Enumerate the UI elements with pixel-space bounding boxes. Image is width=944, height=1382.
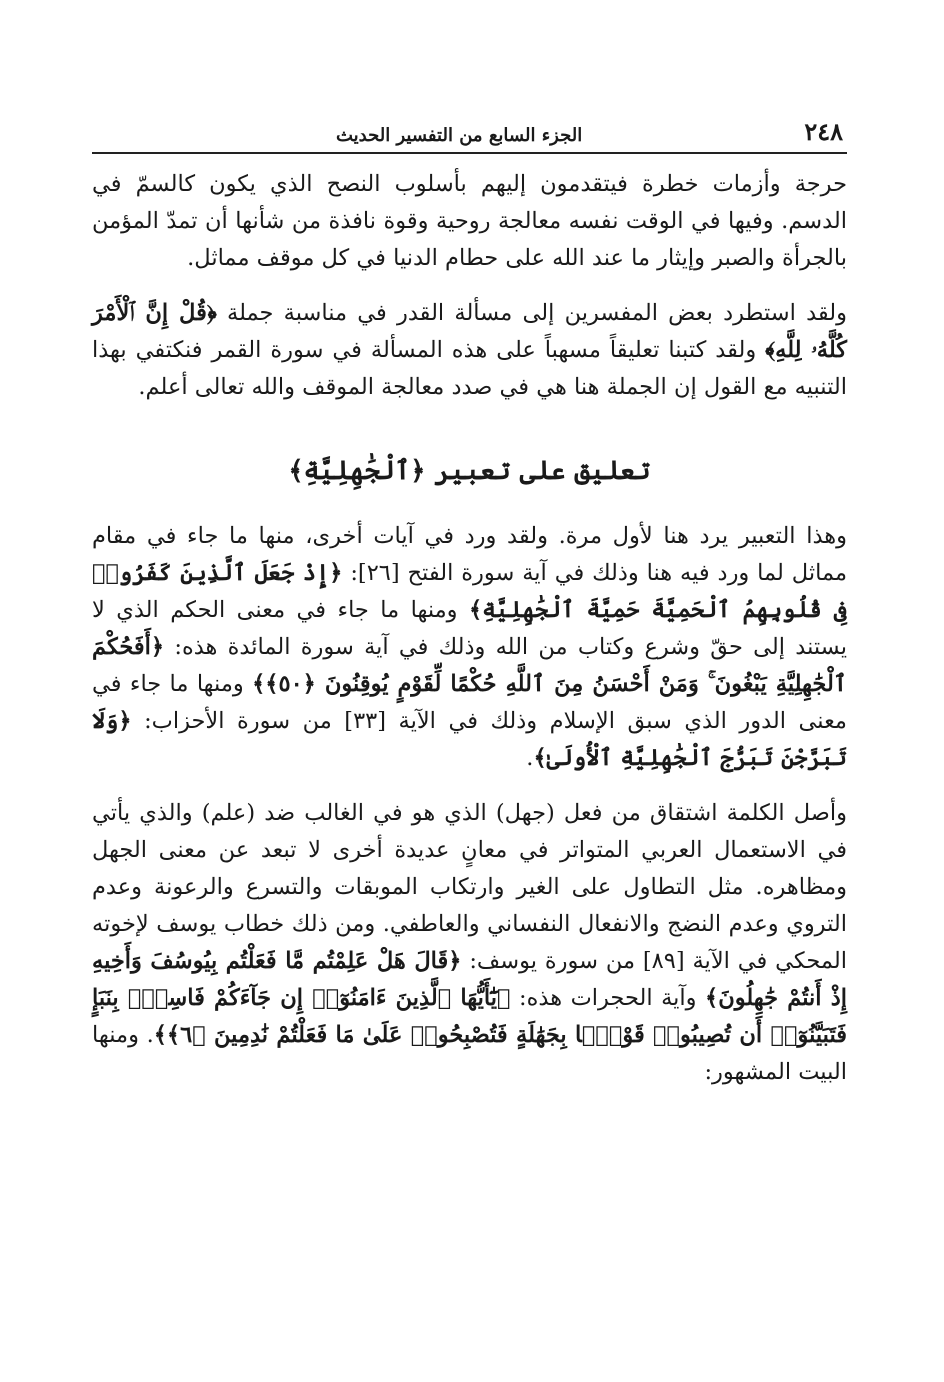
section-heading <box>92 456 847 486</box>
section-paragraph-1-text-d: . <box>526 745 534 771</box>
section-paragraph-1-text-c: ومنها ما جاء في معنى الدور الذي سبق الإسلام وذلك في الآية [٣٣] من سورة الأحزاب: <box>92 671 847 734</box>
paragraph-2 <box>92 295 847 406</box>
page-header <box>92 100 847 146</box>
section-paragraph-2-text-b: وآية الحجرات هذه: <box>510 985 706 1011</box>
section-heading-text: تعليق على تعبير <box>425 456 651 486</box>
quran-quote-yusuf: ﴿قَالَ هَلْ عَلِمْتُم مَّا فَعَلْتُم بِيُوسُفَ وَأَخِيهِ إِذْ أَنتُمْ جَٰهِلُونَ﴾ <box>92 948 847 1011</box>
section-paragraph-2-text-c: . ومنها البيت المشهور: <box>92 1022 847 1085</box>
quran-quote-hujurat: ﴿يَٰٓأَيُّهَا ٱلَّذِينَ ءَامَنُوٓا۟ إِن جَآءَكُمْ فَاسِقٌۢ بِنَبَإٍ فَتَبَيَّنُوٓا۟ أَن تُصِيبُوا۟ قَوْمًۢا بِجَهَٰلَةٍ فَتُصْبِحُوا۟ عَلَىٰ مَا فَعَلْتُمْ نَٰدِمِينَ ﴿٦﴾﴾ <box>92 985 847 1048</box>
book-page <box>92 100 847 1091</box>
section-heading-quote: ﴿ٱلْجَٰهِلِيَّةِ﴾ <box>288 456 426 486</box>
paragraph-2-text-b: ولقد كتبنا تعليقاً مسهباً على هذه المسألة في سورة القمر فنكتفي بهذا التنبيه مع القول إن الجملة هنا هي في صدد معالجة الموقف والله تعالى أعلم. <box>92 337 847 400</box>
paragraph-2-text-a: ولقد استطرد بعض المفسرين إلى مسألة القدر في مناسبة جملة <box>216 300 847 326</box>
section-paragraph-2 <box>92 795 847 1091</box>
quran-quote: ﴿قُلْ إِنَّ ٱلْأَمْرَ كُلَّهُۥ لِلَّهِ﴾ <box>92 300 847 363</box>
running-title: الجزء السابع من التفسير الحديث <box>336 125 583 146</box>
section-paragraph-1-text-a: وهذا التعبير يرد هنا لأول مرة. ولقد ورد في آيات أخرى، منها ما جاء في مقام مماثل لما ورد فيه هنا وذلك في آية سورة الفتح [٢٦]: <box>92 523 847 586</box>
page-number: ٢٤٨ <box>804 117 843 146</box>
section-paragraph-1-text-b: ومنها ما جاء في معنى الحكم الذي لا يستند إلى حقّ وشرع وكتاب من الله وذلك في آية سورة المائدة هذه: <box>92 597 847 660</box>
header-rule <box>92 152 847 154</box>
paragraph-1: حرجة وأزمات خطرة فيتقدمون إليهم بأسلوب النصح الذي يكون كالسمّ في الدسم. وفيها في الوقت نفسه معالجة روحية وقوة نافذة من شأنها أن تمدّ المؤمن بالجرأة والصبر وإيثار ما عند الله على حطام الدنيا في كل موقف مماثل. <box>92 171 847 271</box>
section-paragraph-1 <box>92 518 847 777</box>
section-paragraph-2-text-a: وأصل الكلمة اشتقاق من فعل (جهل) الذي هو في الغالب ضد (علم) والذي يأتي في الاستعمال العربي المتواتر في معانٍ عديدة أخرى لا تبعد عن معنى الجهل ومظاهره. مثل التطاول على الغير وارتكاب الموبقات والتسرع والرعونة وعدم التروي وعدم النضج والانفعال النفساني والعاطفي. ومن ذلك خطاب يوسف لإخوته المحكي في الآية [٨٩] من سورة يوسف: <box>92 800 847 974</box>
quran-quote-ahzab: ﴿وَلَا تَبَرَّجْنَ تَبَرُّجَ ٱلْجَٰهِلِيَّةِ ٱلْأُولَىٰ﴾ <box>92 708 847 771</box>
quran-quote-maida: ﴿أَفَحُكْمَ ٱلْجَٰهِلِيَّةِ يَبْغُونَ ۚ وَمَنْ أَحْسَنُ مِنَ ٱللَّهِ حُكْمًا لِّقَوْمٍ يُوقِنُونَ ﴿٥٠﴾﴾ <box>92 634 847 697</box>
quran-quote-fath: ﴿إِذْ جَعَلَ ٱلَّذِينَ كَفَرُوا۟ فِى قُلُوبِهِمُ ٱلْحَمِيَّةَ حَمِيَّةَ ٱلْجَٰهِلِيَّةِ﴾ <box>92 560 847 623</box>
